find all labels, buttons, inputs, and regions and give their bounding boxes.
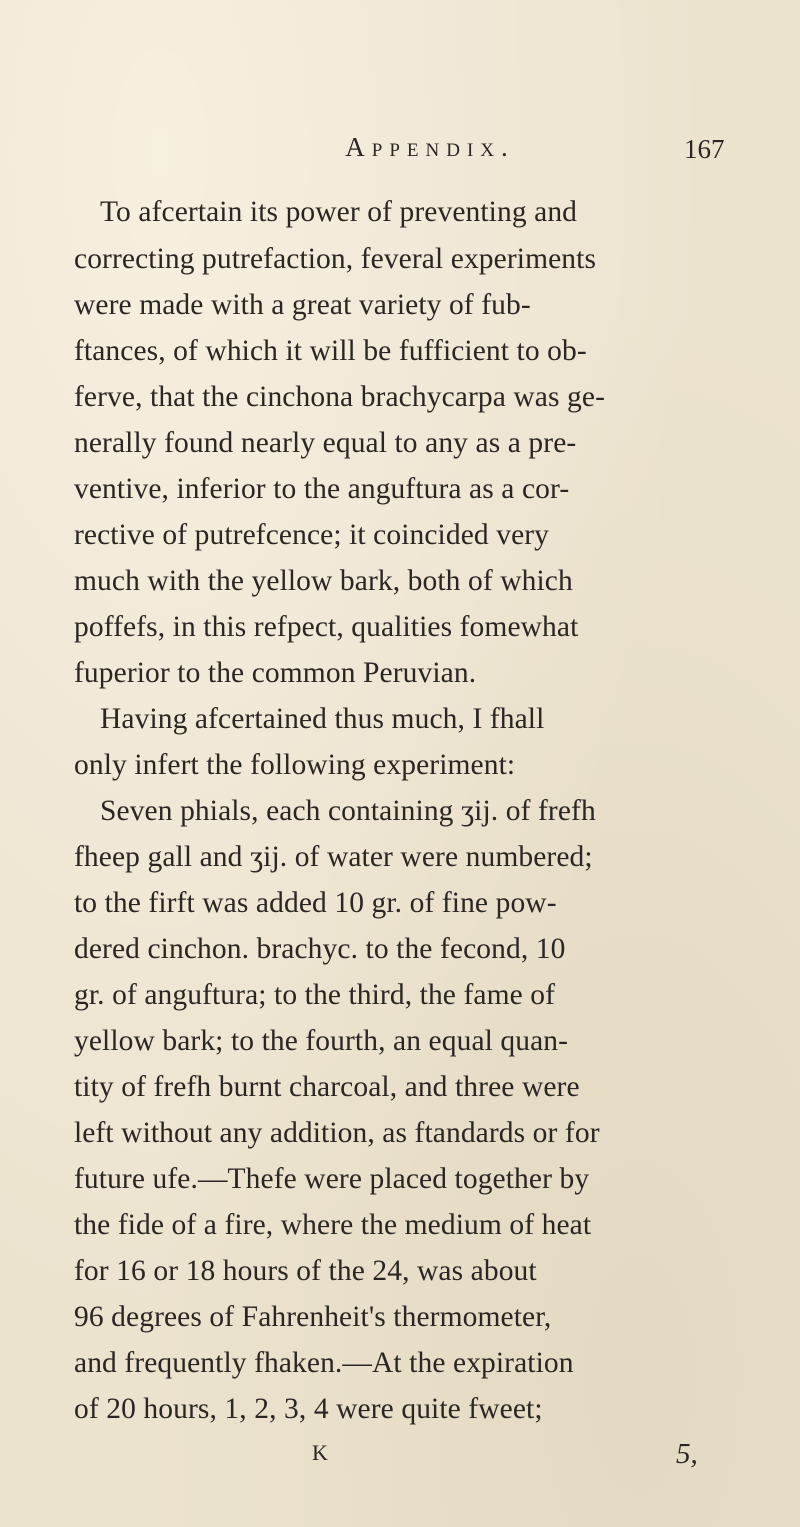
page-header	[0, 132, 800, 182]
text-line: tity of frefh burnt charcoal, and three were	[74, 1071, 580, 1103]
text-line: ftances, of which it will be fufficient to ob-	[74, 335, 587, 367]
text-line: for 16 or 18 hours of the 24, was about	[74, 1255, 537, 1287]
text-line: rective of putrefcence; it coincided very	[74, 519, 550, 551]
text-line: nerally found nearly equal to any as a pre-	[74, 427, 577, 459]
text-line: fuperior to the common Peruvian.	[74, 657, 477, 689]
text-line: to the firft was added 10 gr. of fine pow-	[74, 887, 557, 919]
text-line: ventive, inferior to the anguftura as a cor-	[74, 473, 570, 505]
page-number: 167	[684, 134, 725, 164]
text-line: Having afcertained thus much, I fhall	[100, 703, 545, 735]
text-line: left without any addition, as ftandards or for	[74, 1117, 600, 1149]
text-line: ferve, that the cinchona brachycarpa was ge-	[74, 381, 606, 413]
text-line: the fide of a fire, where the medium of heat	[74, 1209, 592, 1241]
text-line: and frequently fhaken.—At the expiration	[74, 1347, 574, 1379]
text-line: gr. of anguftura; to the third, the fame of	[74, 979, 556, 1011]
text-line: correcting putrefaction, feveral experiments	[74, 243, 597, 275]
page-footer	[0, 1440, 800, 1480]
text-line: yellow bark; to the fourth, an equal quan-	[74, 1025, 569, 1057]
text-line: only infert the following experiment:	[74, 749, 516, 781]
text-line: 96 degrees of Fahrenheit's thermometer,	[74, 1301, 552, 1333]
signature-mark: K	[312, 1440, 328, 1465]
text-line: future ufe.—Thefe were placed together by	[74, 1163, 590, 1195]
text-line: poffefs, in this refpect, qualities fomewhat	[74, 611, 579, 643]
text-line: of 20 hours, 1, 2, 3, 4 were quite fweet;	[74, 1393, 543, 1425]
running-head: Appendix.	[345, 132, 515, 162]
text-line: dered cinchon. brachyc. to the fecond, 10	[74, 933, 566, 965]
text-line: Seven phials, each containing ʒij. of frefh	[100, 795, 596, 827]
text-line: much with the yellow bark, both of which	[74, 565, 573, 597]
text-line: To afcertain its power of preventing and	[100, 196, 578, 228]
catchword: 5,	[676, 1438, 698, 1470]
text-line: were made with a great variety of fub-	[74, 289, 531, 321]
text-line: fheep gall and ʒij. of water were numbered;	[74, 841, 593, 873]
